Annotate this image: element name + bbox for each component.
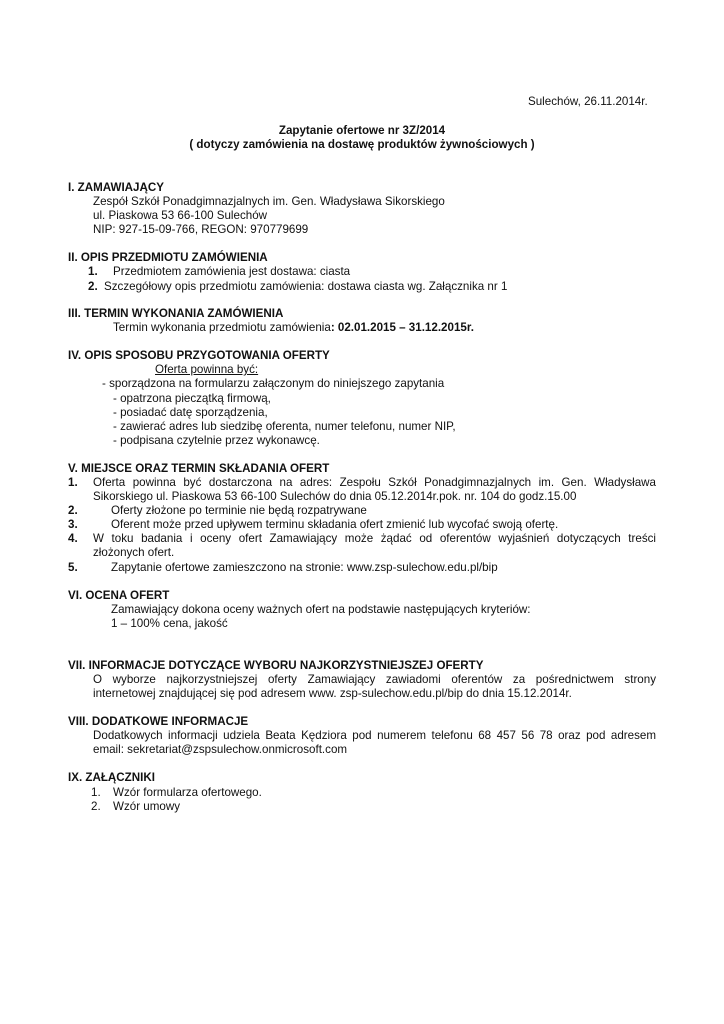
- attachment-item: Wzór formularza ofertowego.: [113, 786, 262, 799]
- buyer-ids: NIP: 927-15-09-766, REGON: 970779699: [93, 223, 309, 236]
- list-item: Oferty złożone po terminie nie będą rozpatrywane: [111, 504, 367, 517]
- section-heading-zamawiajacy: I. ZAMAWIAJĄCY: [68, 181, 164, 194]
- document-subtitle: ( dotyczy zamówienia na dostawę produktów żywnościowych ): [189, 138, 535, 151]
- criteria-item: 1 – 100% cena, jakość: [111, 617, 228, 630]
- contact-email: email: sekretariat@zspsulechow.onmicrosoft.com: [93, 743, 348, 756]
- selection-info: O wyborze najkorzystniejszej oferty Zamawiający zawiadomi oferentów za pośrednictwem strony: [93, 673, 656, 686]
- section-heading-termin: III. TERMIN WYKONANIA ZAMÓWIENIA: [68, 307, 284, 320]
- section-heading-dodatkowe: VIII. DODATKOWE INFORMACJE: [68, 715, 249, 728]
- list-number: 1.: [91, 786, 101, 799]
- list-item: Oferent może przed upływem terminu składania ofert zmienić lub wycofać swoją ofertę.: [111, 518, 559, 531]
- place-date: Sulechów, 26.11.2014r.: [528, 95, 648, 108]
- list-number: 2.: [91, 800, 101, 813]
- document-title: Zapytanie ofertowe nr 3Z/2014: [278, 124, 446, 137]
- list-number: 1.: [88, 265, 98, 278]
- section-heading-zalaczniki: IX. ZAŁĄCZNIKI: [68, 771, 155, 784]
- term-text: [113, 321, 474, 335]
- section-heading-ocena: VI. OCENA OFERT: [68, 589, 170, 602]
- section-heading-opis-przedmiotu: II. OPIS PRZEDMIOTU ZAMÓWIENIA: [68, 251, 268, 264]
- section-heading-miejsce: V. MIEJSCE ORAZ TERMIN SKŁADANIA OFERT: [68, 462, 330, 475]
- list-item-continuation: złożonych ofert.: [93, 546, 175, 559]
- buyer-address: ul. Piaskowa 53 66-100 Sulechów: [93, 209, 268, 222]
- section-heading-opis-sposobu: IV. OPIS SPOSOBU PRZYGOTOWANIA OFERTY: [68, 349, 330, 362]
- contact-info: Dodatkowych informacji udziela Beata Kędziora pod numerem telefonu 68 457 56 78 oraz pod adresem: [93, 729, 656, 742]
- list-number: 2.: [88, 280, 98, 293]
- list-item-continuation: Sikorskiego ul. Piaskowa 53 66-100 Sulechów do dnia 05.12.2014r.pok. nr. 104 do godz.15.00: [93, 490, 577, 503]
- list-number: 1.: [68, 476, 78, 489]
- offer-requirement: - podpisana czytelnie przez wykonawcę.: [113, 434, 320, 447]
- attachment-item: Wzór umowy: [113, 800, 180, 813]
- list-item: Przedmiotem zamówienia jest dostawa: ciasta: [113, 265, 351, 278]
- list-item: Oferta powinna być dostarczona na adres: Zespołu Szkół Ponadgimnazjalnych im. Gen. Władysława: [93, 476, 656, 489]
- term-dates: : 02.01.2015 – 31.12.2015r.: [330, 321, 474, 334]
- list-number: 4.: [68, 532, 78, 545]
- buyer-name: Zespół Szkół Ponadgimnazjalnych im. Gen. Władysława Sikorskiego: [93, 195, 445, 208]
- offer-requirement: - sporządzona na formularzu załączonym do niniejszego zapytania: [102, 377, 445, 390]
- offer-requirement: - zawierać adres lub siedzibę oferenta, numer telefonu, numer NIP,: [113, 420, 456, 433]
- list-number: 3.: [68, 518, 78, 531]
- offer-requirement: - opatrzona pieczątką firmową,: [113, 392, 271, 405]
- section-heading-informacje: VII. INFORMACJE DOTYCZĄCE WYBORU NAJKORZYSTNIEJSZEJ OFERTY: [68, 659, 484, 672]
- selection-info-continuation: internetowej znajdującej się pod adresem www. zsp-sulechow.edu.pl/bip do dnia 15.12.2014r.: [93, 687, 572, 700]
- criteria-text: Zamawiający dokona oceny ważnych ofert na podstawie następujących kryteriów:: [111, 603, 531, 616]
- list-number: 2.: [68, 504, 78, 517]
- list-item: W toku badania i oceny ofert Zamawiający może żądać od oferentów wyjaśnień dotyczących treści: [93, 532, 656, 545]
- list-item: Szczegółowy opis przedmiotu zamówienia: dostawa ciasta wg. Załącznika nr 1: [104, 280, 508, 293]
- offer-requirement: - posiadać datę sporządzenia,: [113, 406, 268, 419]
- term-label: Termin wykonania przedmiotu zamówienia: [113, 321, 331, 334]
- list-item: Zapytanie ofertowe zamieszczono na stronie: www.zsp-sulechow.edu.pl/bip: [111, 561, 498, 574]
- list-number: 5.: [68, 561, 78, 574]
- offer-subheading: Oferta powinna być:: [155, 363, 259, 376]
